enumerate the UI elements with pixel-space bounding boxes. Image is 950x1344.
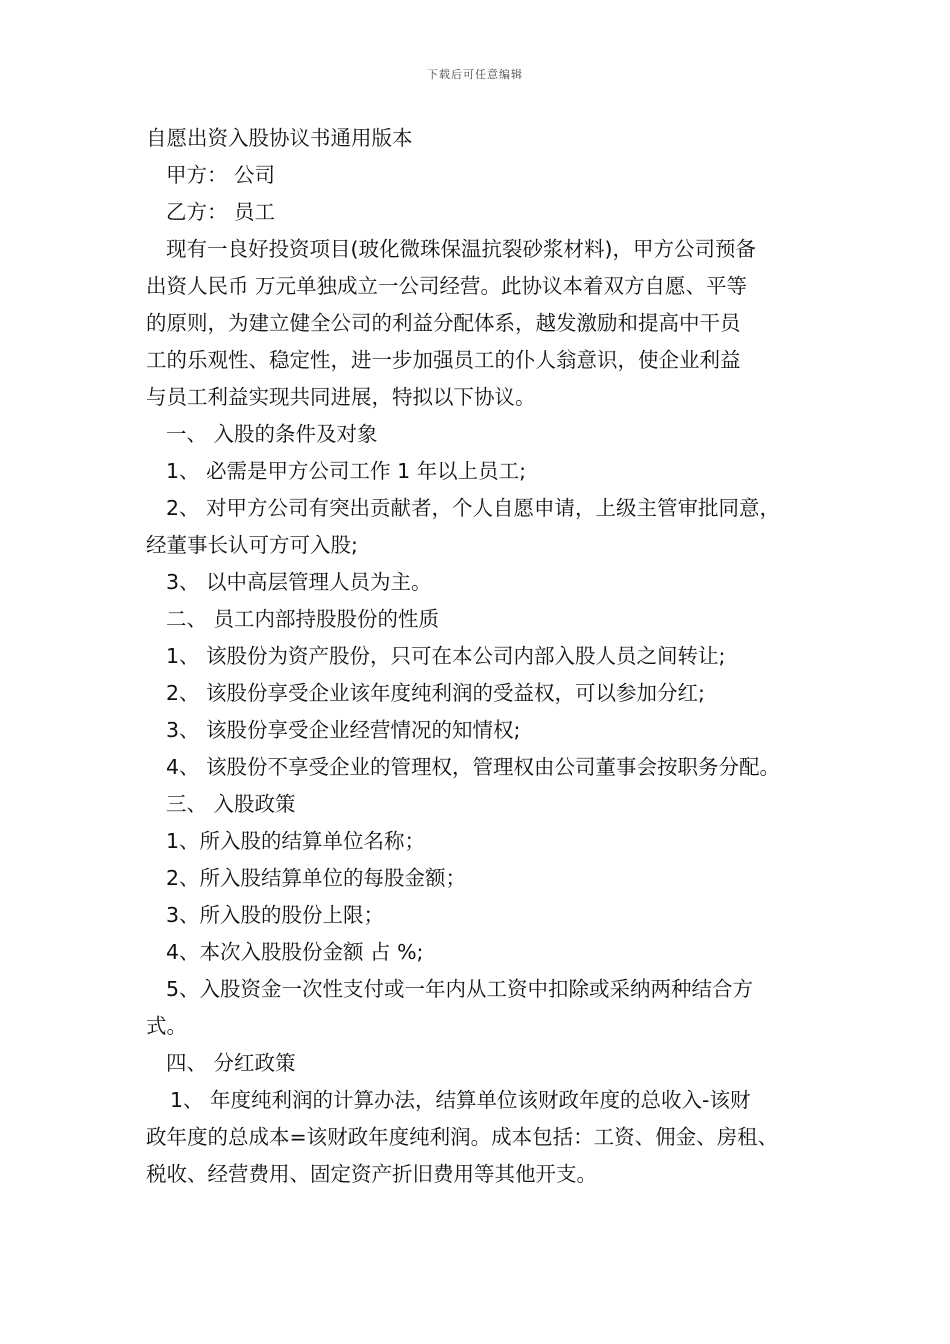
list-item: 1、 必需是甲方公司工作 1 年以上员工; xyxy=(166,459,527,483)
list-item: 3、 该股份享受企业经营情况的知情权; xyxy=(166,718,521,742)
list-item-continuation: 式。 xyxy=(146,1014,187,1038)
list-item-continuation: 政年度的总成本=该财政年度纯利润。成本包括：工资、佣金、房租、 xyxy=(146,1125,779,1149)
list-item: 2、 该股份享受企业该年度纯利润的受益权，可以参加分红; xyxy=(166,681,705,705)
intro-line: 工的乐观性、稳定性，进一步加强员工的仆人翁意识，使企业利益 xyxy=(146,348,741,372)
section-heading: 二、 员工内部持股股份的性质 xyxy=(166,607,440,631)
section-heading: 三、 入股政策 xyxy=(166,792,296,816)
list-item: 3、 以中高层管理人员为主。 xyxy=(166,570,432,594)
list-item: 1、所入股的结算单位名称； xyxy=(166,829,426,853)
list-item: 4、本次入股股份金额 占 %; xyxy=(166,940,424,964)
section-heading: 一、 入股的条件及对象 xyxy=(166,422,378,446)
list-item: 1、 该股份为资产股份，只可在本公司内部入股人员之间转让; xyxy=(166,644,726,668)
party-b: 乙方： 员工 xyxy=(166,200,276,224)
list-item: 2、所入股结算单位的每股金额； xyxy=(166,866,467,890)
list-item: 5、入股资金一次性支付或一年内从工资中扣除或采纳两种结合方 xyxy=(166,977,754,1001)
list-item-continuation: 税收、经营费用、固定资产折旧费用等其他开支。 xyxy=(146,1162,597,1186)
party-a: 甲方： 公司 xyxy=(166,163,276,187)
list-item-continuation: 经董事长认可方可入股; xyxy=(146,533,358,557)
section-heading: 四、 分红政策 xyxy=(166,1051,296,1075)
list-item: 1、 年度纯利润的计算办法，结算单位该财政年度的总收入-该财 xyxy=(170,1088,751,1112)
document-title: 自愿出资入股协议书通用版本 xyxy=(146,126,413,150)
intro-line: 的原则，为建立健全公司的利益分配体系，越发激励和提高中干员 xyxy=(146,311,741,335)
document-body xyxy=(146,120,826,1193)
intro-line: 出资人民币 万元单独成立一公司经营。此协议本着双方自愿、平等 xyxy=(146,274,748,298)
list-item: 3、所入股的股份上限； xyxy=(166,903,385,927)
list-item: 4、 该股份不享受企业的管理权，管理权由公司董事会按职务分配。 xyxy=(166,755,781,779)
intro-line: 与员工利益实现共同进展，特拟以下协议。 xyxy=(146,385,536,409)
list-item: 2、 对甲方公司有突出贡献者，个人自愿申请，上级主管审批同意， xyxy=(166,496,781,520)
intro-line: 现有一良好投资项目(玻化微珠保温抗裂砂浆材料)，甲方公司预备 xyxy=(166,237,756,261)
header-note: 下载后可任意编辑 xyxy=(427,68,523,81)
